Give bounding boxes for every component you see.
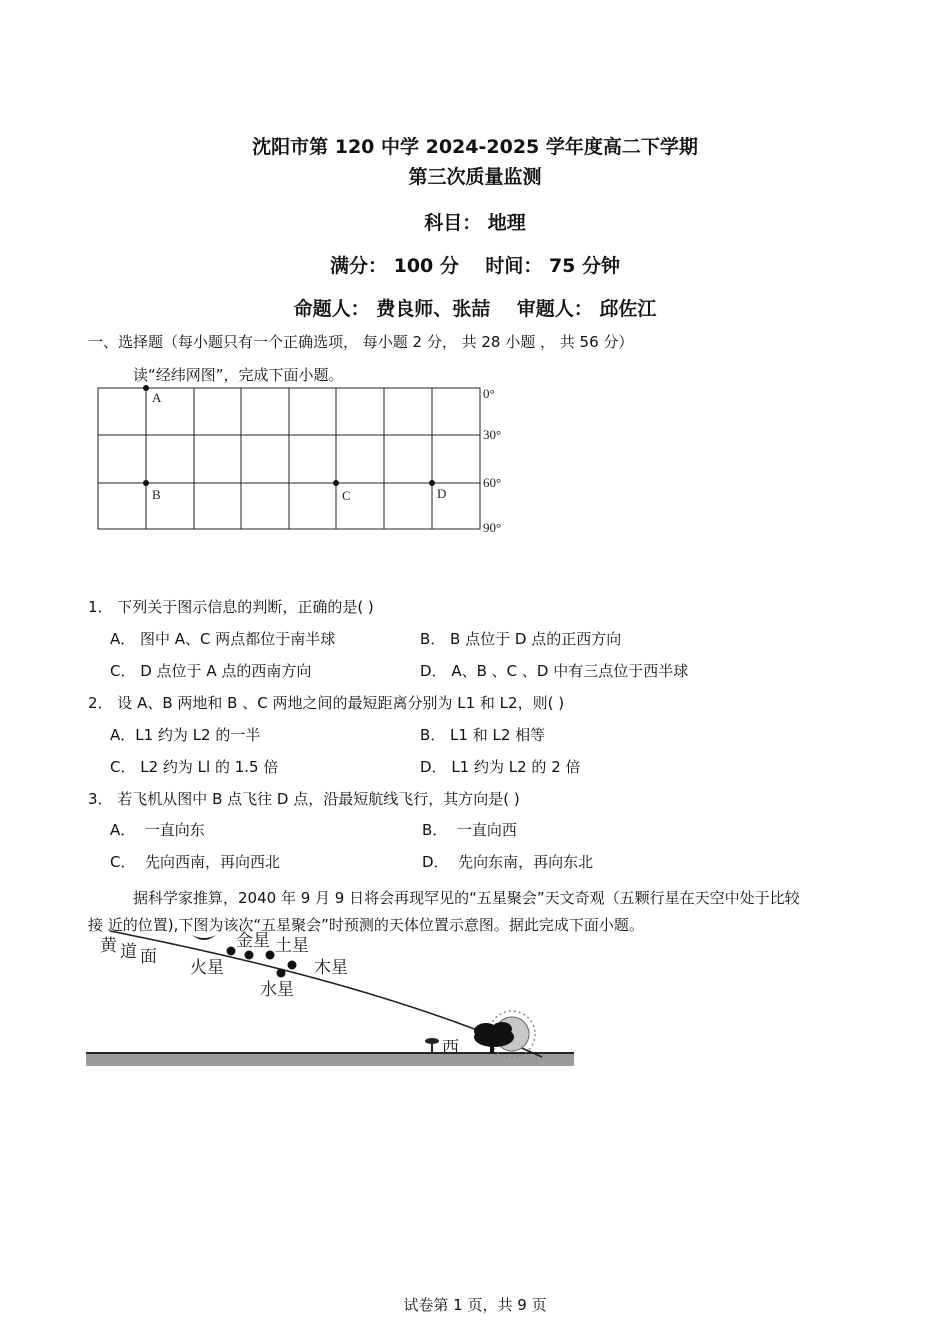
exam-title-line2: 第三次质量监测 — [408, 166, 542, 188]
point-a-dot — [143, 385, 149, 391]
jupiter-dot — [288, 961, 297, 970]
question-2-option-b: B． L1 和 L2 相等 — [420, 726, 546, 744]
question-1-stem: 1． 下列关于图示信息的判断，正确的是( ) — [88, 598, 374, 616]
point-b-dot — [143, 480, 149, 486]
exam-subject: 科目： 地理 — [424, 212, 526, 234]
point-b-label: B — [152, 487, 161, 502]
question-1-option-a: A． 图中 A、C 两点都位于南半球 — [110, 630, 336, 648]
question-3-stem: 3． 若飞机从图中 B 点飞往 D 点，沿最短航线飞行，其方向是( ) — [88, 790, 520, 808]
five-planets-figure — [84, 925, 578, 1073]
point-c-label: C — [342, 488, 351, 503]
ecliptic-label-3: 面 — [140, 947, 157, 966]
question-3-option-d: D． 先向东南，再向东北 — [422, 853, 594, 871]
mercury-label: 水星 — [260, 980, 294, 999]
lat-label-60: 60° — [483, 475, 502, 490]
question-3-option-b: B． 一直向西 — [422, 821, 517, 839]
point-a-label: A — [152, 390, 162, 405]
mars-label: 火星 — [190, 958, 224, 977]
lat-label-0: 0° — [483, 386, 495, 401]
point-d-dot — [429, 480, 435, 486]
moon-crescent-icon — [192, 935, 216, 940]
question-1-option-b: B． B 点位于 D 点的正西方向 — [420, 630, 622, 648]
question-2-option-c: C． L2 约为 Ll 的 1.5 倍 — [110, 758, 279, 776]
intro-text-1: 读“经纬网图”，完成下面小题。 — [133, 366, 344, 384]
point-d-label: D — [437, 486, 447, 501]
saturn-dot — [266, 951, 275, 960]
exam-score-time: 满分： 100 分 时间： 75 分钟 — [329, 255, 621, 277]
question-3-option-a: A． 一直向东 — [110, 821, 205, 839]
intro-text-2-line2: 接 近的位置),下图为该次“五星聚会”时预测的天体位置示意图。据此完成下面小题。 — [88, 916, 644, 934]
lat-label-90: 90° — [483, 520, 502, 535]
question-2-option-a: A．L1 约为 L2 的一半 — [110, 726, 261, 744]
exam-authors: 命题人： 费良师、张喆 审题人： 邱佐江 — [293, 298, 657, 320]
west-label: 西 — [442, 1038, 459, 1057]
saturn-label: 土星 — [275, 936, 309, 955]
question-2-stem: 2． 设 A、B 两地和 B 、C 两地之间的最短距离分别为 L1 和 L2，则( ) — [88, 694, 565, 712]
lat-lon-grid-figure — [92, 376, 512, 538]
ground-band — [86, 1053, 574, 1066]
mercury-dot — [277, 969, 286, 978]
exam-title-line1: 沈阳市第 120 中学 2024-2025 学年度高二下学期 — [252, 136, 698, 158]
jupiter-label: 木星 — [314, 958, 348, 977]
venus-label: 金星 — [236, 931, 270, 950]
question-1-option-d: D． A、B 、C 、D 中有三点位于西半球 — [420, 662, 689, 680]
question-2-option-d: D． L1 约为 L2 的 2 倍 — [420, 758, 581, 776]
section-heading: 一、选择题（每小题只有一个正确选项， 每小题 2 分， 共 28 小题 ， 共 56 分） — [88, 333, 634, 351]
mars-dot — [227, 947, 236, 956]
question-1-option-c: C． D 点位于 A 点的西南方向 — [110, 662, 312, 680]
point-c-dot — [333, 480, 339, 486]
page-footer: 试卷第 1 页，共 9 页 — [403, 1296, 547, 1314]
ecliptic-label-2: 道 — [120, 942, 137, 961]
venus-dot — [245, 951, 254, 960]
intro-text-2-line1: 据科学家推算，2040 年 9 月 9 日将会再现罕见的“五星聚会”天文奇观（五颗行星在天空中处于比较 — [133, 889, 800, 907]
ecliptic-label-1: 黄 — [100, 936, 117, 955]
question-3-option-c: C． 先向西南，再向西北 — [110, 853, 281, 871]
small-tree-icon — [425, 1038, 439, 1052]
lat-label-30: 30° — [483, 427, 502, 442]
